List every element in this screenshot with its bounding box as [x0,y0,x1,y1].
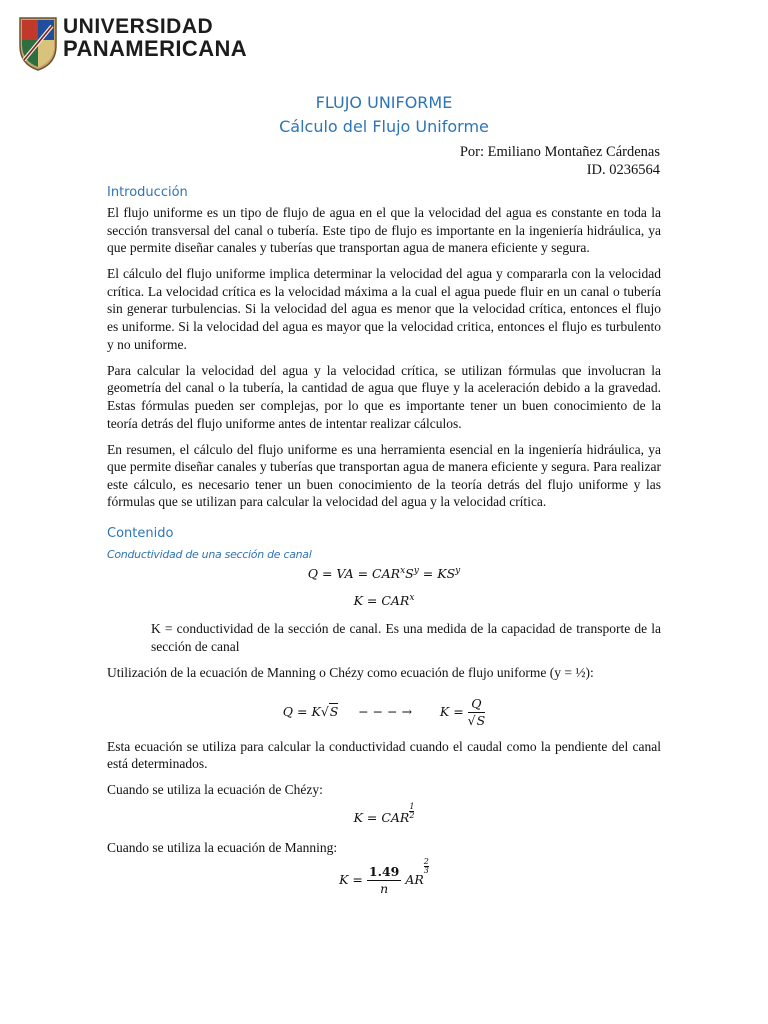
fraction-manning: $\frac{1.49}{n}$ [368,864,400,897]
intro-paragraph-4: En resumen, el cálculo del flujo uniforme es una herramienta esencial en la ingeniería hidráulica, ya que permite diseñar canales y tuberías que transportan agua de manera eficiente y segura. Para realizar este cálculo, es necesario tener un buen conocimiento de la teoría detrás del flujo uniforme y las fórmulas que se utilizan para calcular la velocidad del agua y la velocidad crítica. [107,441,661,510]
university-wordmark [63,16,247,60]
intro-paragraph-1: El flujo uniforme es un tipo de flujo de agua en el que la velocidad del agua es constante en toda la sección transversal del canal o tubería. Este tipo de flujo es importante en la ingeniería hidráulica, ya que permite diseñar canales y tuberías que transportan agua de manera eficiente y segura. [107,205,661,256]
intro-paragraph-3: Para calcular la velocidad del agua y la velocidad crítica, se utilizan fórmulas que involucran la geometría del canal o la tubería, la cantidad de agua que fluye y la aceleración debido a la gravedad. Estas fórmulas pueden ser complejas, por lo que es importante tener un buen conocimiento de la teoría detrás del flujo uniforme antes de intentar realizar cálculos. [107,362,661,431]
equation-manning: K = $\frac{1.49}{n}$ AR $\frac{2}{3}$ [339,857,429,897]
equation-q-ksqrt: Q = K√S − − − → K = $\frac{Q}{√S}$ [282,695,486,728]
subheading-conductividad: Conductividad de una sección de canal [107,548,312,561]
title-main: FLUJO UNIFORME [315,93,453,112]
conductivity-note: Esta ecuación se utiliza para calcular la conductividad cuando el caudal como la pendiente del canal está determinados. [107,738,661,772]
university-shield-logo [18,16,58,72]
equation-q-var: Q = VA = $CAR^xS^y = KS^y$ [307,566,461,582]
k-definition: K = conductividad de la sección de canal. Es una medida de la capacidad de transporte de la sección de canal [151,621,661,654]
document-body [107,184,661,897]
author-id: ID. 0236564 [586,162,660,178]
author-block [460,143,660,179]
equation-k-car: $K = CAR^x$ [353,593,415,609]
heading-introduccion: Introducción [107,185,188,200]
heading-contenido: Contenido [107,526,174,541]
university-header [18,16,318,74]
intro-paragraph-2: El cálculo del flujo uniforme implica determinar la velocidad del agua y compararla con la velocidad crítica. La velocidad crítica es la velocidad máxima a la cual el agua puede fluir en un canal o tubería sin generar turbulencias. Si la velocidad del agua es menor que la velocidad crítica, entonces el flujo es uniforme. Si la velocidad del agua es mayor que la velocidad critica, entonces el flujo es turbulento y no uniforme. [107,266,661,352]
title-subtitle: Cálculo del Flujo Uniforme [279,117,489,136]
logo-line-1: UNIVERSIDAD [63,15,214,38]
manning-label: Cuando se utiliza la ecuación de Manning: [107,839,338,855]
equation-arrow: − − − → [358,703,413,719]
equation-chezy: K = CAR $\frac{1}{2}$ [353,801,415,825]
chezy-label: Cuando se utiliza la ecuación de Chézy: [107,782,323,798]
fraction-q-over-sqrt-s: $\frac{Q}{√S}$ [467,695,486,728]
logo-line-2: PANAMERICANA [63,36,248,61]
manning-chezy-intro: Utilización de la ecuación de Manning o Chézy como ecuación de flujo uniforme (y = ½): [107,665,594,680]
author-name: Por: Emiliano Montañez Cárdenas [459,144,660,160]
document-title [0,92,768,140]
